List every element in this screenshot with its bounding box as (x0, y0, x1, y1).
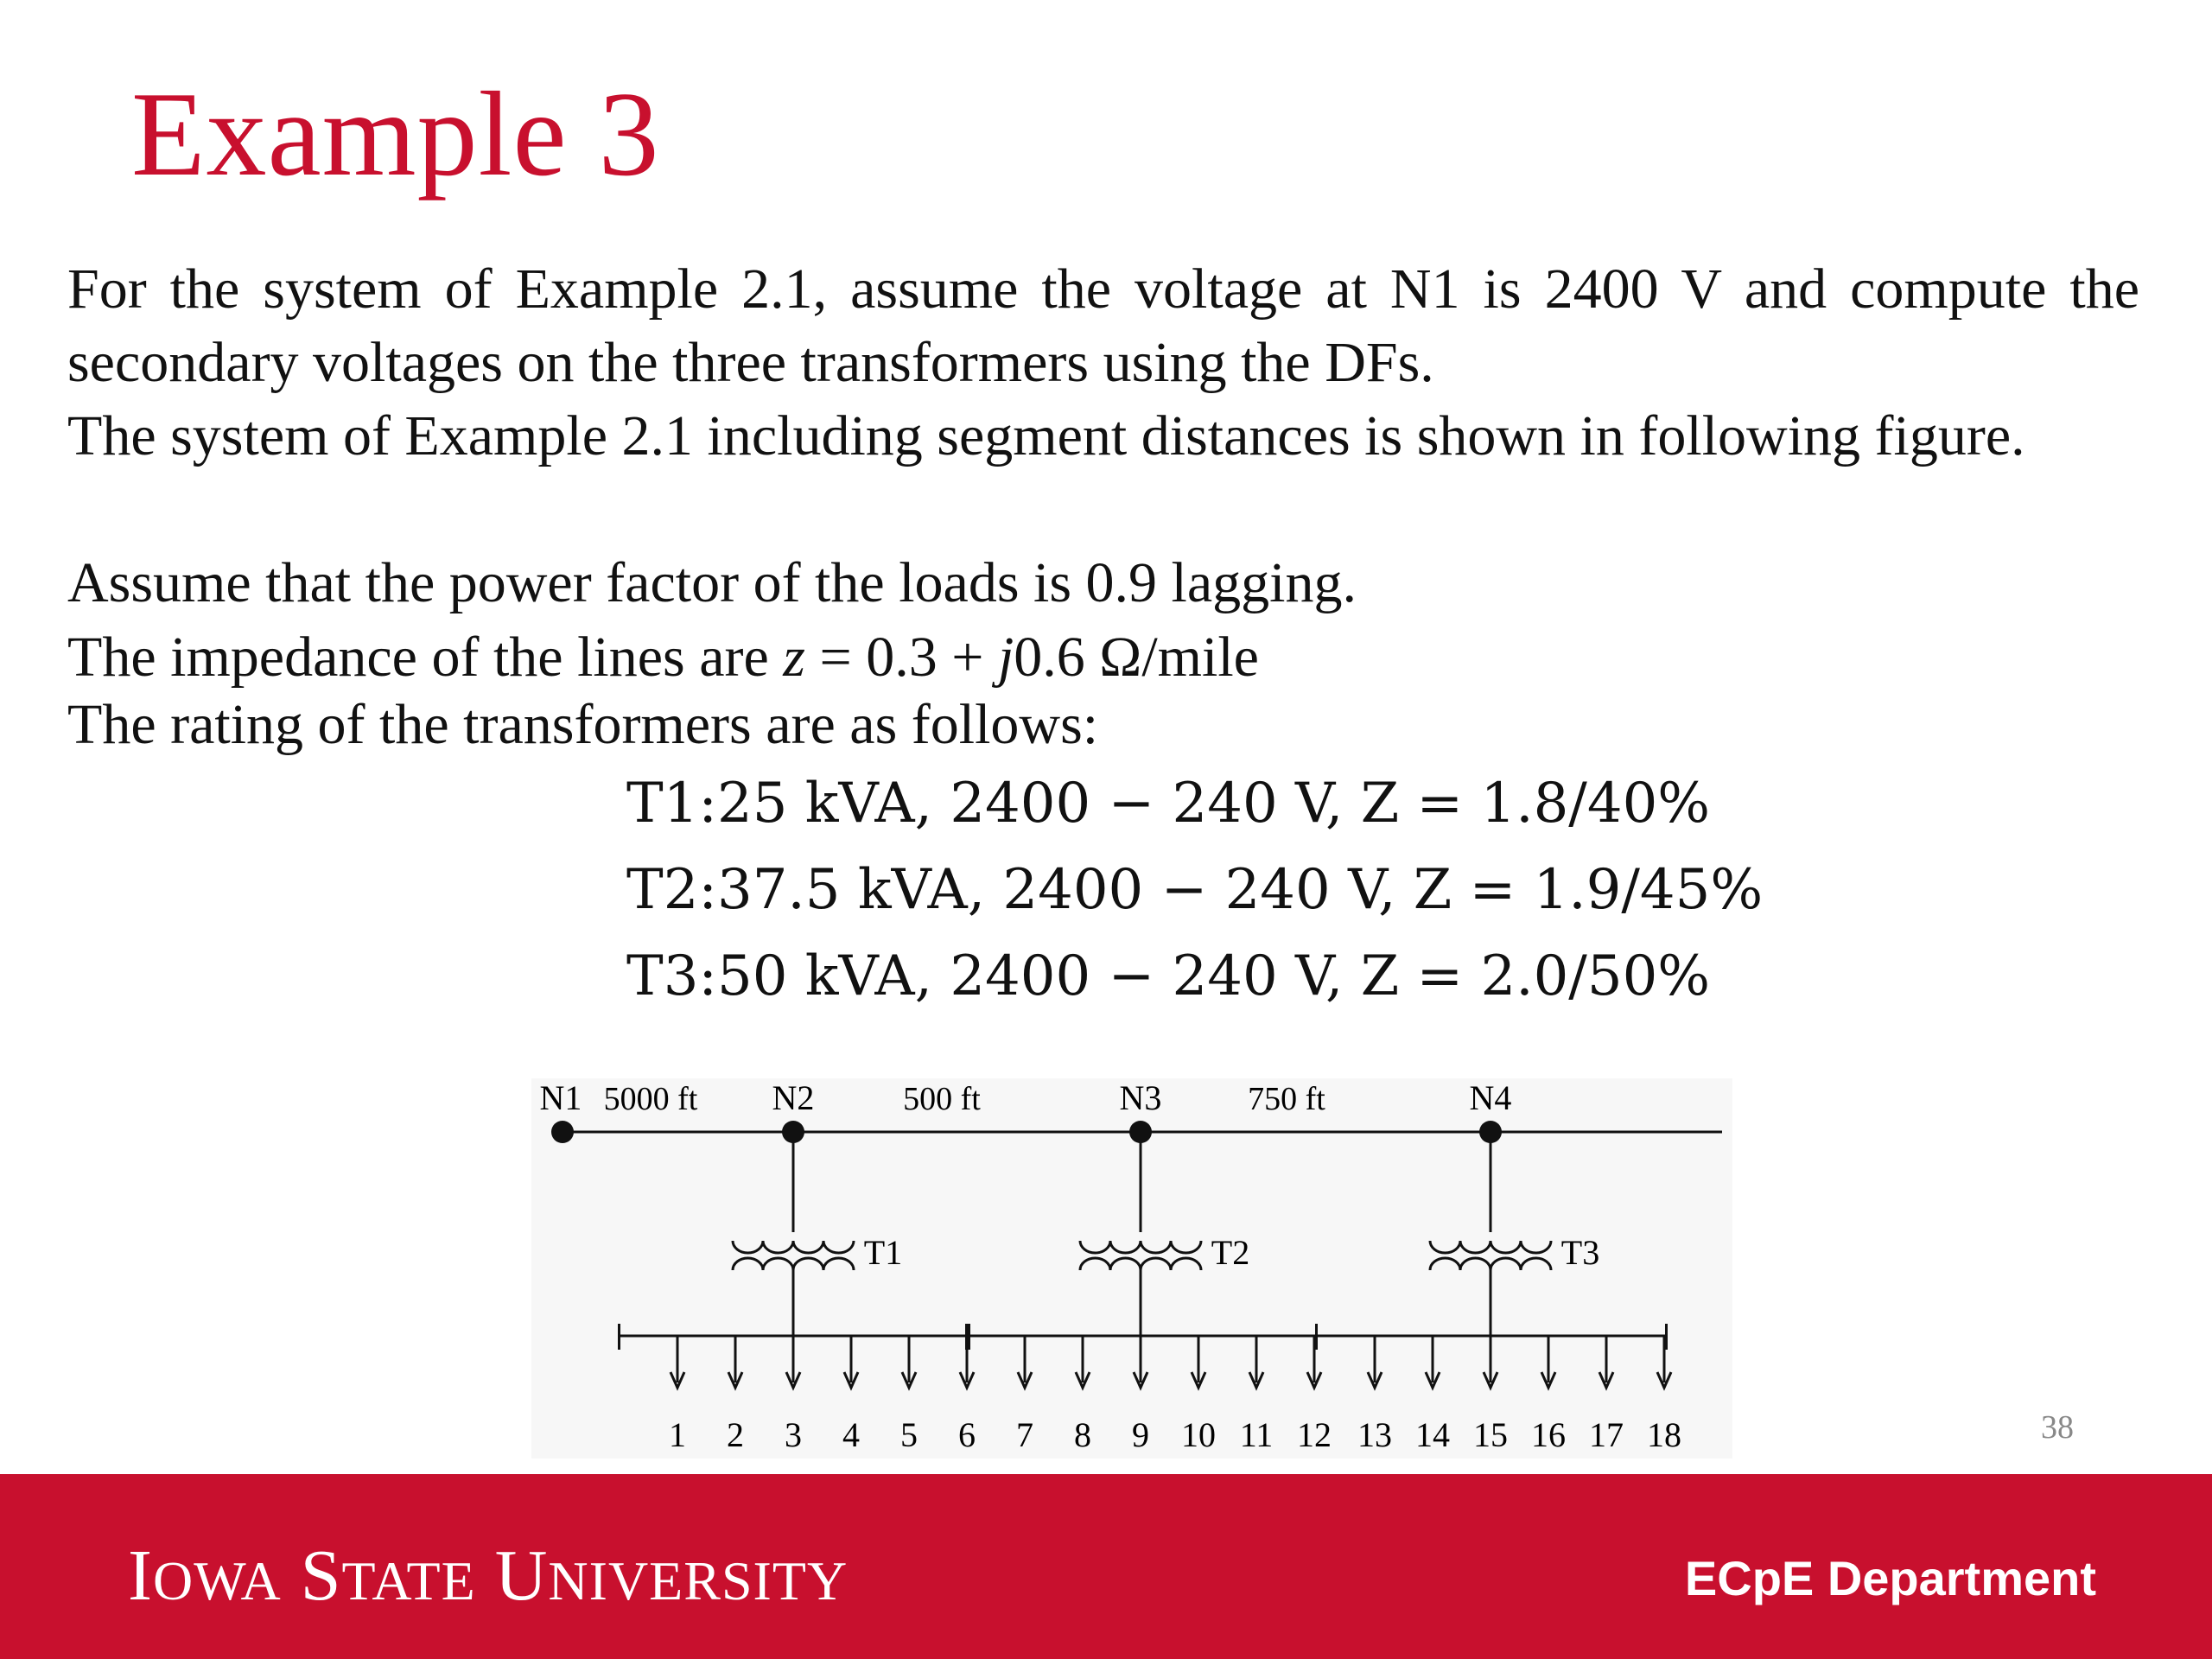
segment-distance-1: 5000 ft (603, 1081, 698, 1117)
department-label: ECpE Department (1684, 1551, 2096, 1605)
rating-t3: T3:50 kVA, 2400 − 240 V, Z = 2.0/50% (626, 944, 1711, 1008)
load-label-11: 11 (1239, 1415, 1274, 1454)
impedance-var: z (783, 626, 805, 689)
load-label-17: 17 (1589, 1415, 1624, 1454)
slide-title: Example 3 (131, 67, 660, 201)
load-label-1: 1 (669, 1415, 686, 1454)
transformer-secondary-coil-1 (733, 1258, 854, 1270)
transformer-primary-coil-1 (733, 1241, 854, 1253)
logo-word-tate: TATE (341, 1550, 476, 1611)
node-label-n1: N1 (539, 1078, 582, 1117)
impedance-prefix: The impedance of the lines are (67, 626, 784, 689)
node-dot-n1 (551, 1121, 574, 1143)
load-label-5: 5 (900, 1415, 918, 1454)
segment-distance-3: 750 ft (1248, 1081, 1325, 1117)
feeder-diagram (531, 1078, 1732, 1459)
logo-word-niversity: NIVERSITY (548, 1550, 849, 1611)
transformer-secondary-coil-3 (1430, 1258, 1551, 1270)
power-factor-text: Assume that the power factor of the loads is 0.9 lagging. (67, 551, 1357, 614)
logo-word-owa: OWA (152, 1550, 282, 1611)
load-label-13: 13 (1357, 1415, 1392, 1454)
node-label-n4: N4 (1469, 1078, 1512, 1117)
transformer-ratings (626, 760, 1763, 1020)
segment-distance-2: 500 ft (903, 1081, 981, 1117)
load-label-4: 4 (842, 1415, 860, 1454)
load-label-7: 7 (1016, 1415, 1033, 1454)
node-label-n2: N2 (772, 1078, 815, 1117)
load-label-10: 10 (1181, 1415, 1216, 1454)
transformer-primary-coil-3 (1430, 1241, 1551, 1253)
ratings-intro: The rating of the transformers are as follows: (67, 693, 1099, 756)
impedance-j: j (997, 626, 1014, 689)
logo-letter-s: S (300, 1535, 342, 1616)
load-label-14: 14 (1415, 1415, 1450, 1454)
load-label-18: 18 (1647, 1415, 1681, 1454)
impedance-mid: = 0.3 + (804, 626, 998, 689)
transformer-label-t3: T3 (1560, 1233, 1600, 1272)
footer-bar (0, 1474, 2212, 1659)
load-label-15: 15 (1473, 1415, 1508, 1454)
transformer-label-t2: T2 (1211, 1233, 1250, 1272)
university-logo (128, 1535, 849, 1616)
system-description: The system of Example 2.1 including segment distances is shown in following figure. (67, 404, 2025, 467)
transformer-secondary-coil-2 (1080, 1258, 1201, 1270)
transformer-label-t1: T1 (863, 1233, 903, 1272)
logo-letter-i: I (128, 1535, 153, 1616)
feeder-diagram-svg (531, 1078, 1732, 1459)
load-label-16: 16 (1531, 1415, 1566, 1454)
impedance-text (67, 620, 1259, 694)
load-label-6: 6 (958, 1415, 976, 1454)
load-label-2: 2 (727, 1415, 744, 1454)
page-number: 38 (2041, 1409, 2074, 1446)
load-label-8: 8 (1074, 1415, 1091, 1454)
load-label-3: 3 (785, 1415, 802, 1454)
problem-statement: For the system of Example 2.1, assume the voltage at N1 is 2400 V and compute the secondary voltages on the three transformers using the DFs. (67, 257, 2139, 394)
rating-t2: T2:37.5 kVA, 2400 − 240 V, Z = 1.9/45% (626, 858, 1764, 922)
load-label-12: 12 (1297, 1415, 1332, 1454)
impedance-suffix: 0.6 Ω/mile (1014, 626, 1259, 689)
transformer-primary-coil-2 (1080, 1241, 1201, 1253)
node-label-n3: N3 (1119, 1078, 1162, 1117)
logo-letter-u: U (494, 1535, 549, 1616)
load-label-9: 9 (1132, 1415, 1149, 1454)
rating-t1: T1:25 kVA, 2400 − 240 V, Z = 1.8/40% (626, 772, 1711, 836)
